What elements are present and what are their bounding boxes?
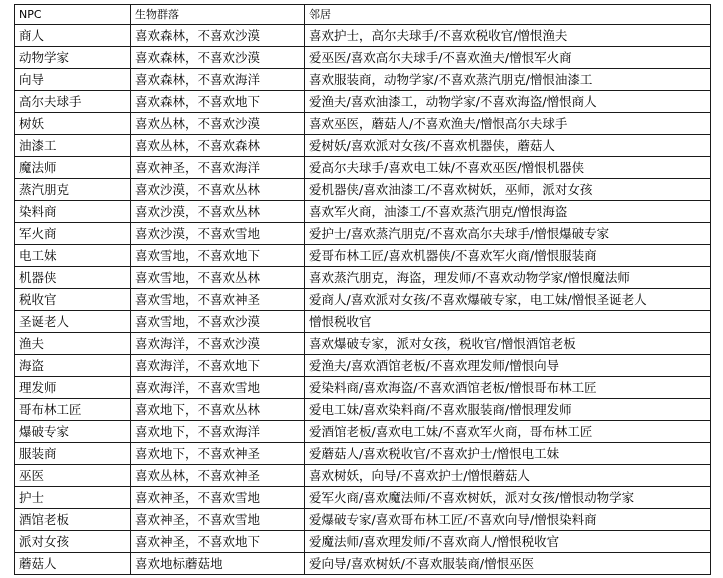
header-neighbors: 邻居 <box>305 5 711 25</box>
table-body <box>15 25 711 575</box>
table-row <box>15 47 711 69</box>
npc-cell: 海盗 <box>15 355 131 377</box>
npc-preference-table-container <box>14 4 711 575</box>
biome-cell: 喜欢地下，不喜欢海洋 <box>131 421 305 443</box>
table-row <box>15 91 711 113</box>
table-row <box>15 377 711 399</box>
table-row <box>15 531 711 553</box>
npc-cell: 巫医 <box>15 465 131 487</box>
table-row <box>15 113 711 135</box>
npc-cell: 高尔夫球手 <box>15 91 131 113</box>
table-row <box>15 267 711 289</box>
npc-cell: 税收官 <box>15 289 131 311</box>
table-row <box>15 201 711 223</box>
biome-cell: 喜欢海洋，不喜欢雪地 <box>131 377 305 399</box>
npc-preference-table <box>14 4 711 575</box>
neighbors-cell: 喜欢军火商，油漆工/不喜欢蒸汽朋克/憎恨海盗 <box>305 201 711 223</box>
table-row <box>15 465 711 487</box>
biome-cell: 喜欢丛林，不喜欢森林 <box>131 135 305 157</box>
biome-cell: 喜欢丛林，不喜欢沙漠 <box>131 113 305 135</box>
header-npc: NPC <box>15 5 131 25</box>
biome-cell: 喜欢森林，不喜欢沙漠 <box>131 47 305 69</box>
neighbors-cell: 憎恨税收官 <box>305 311 711 333</box>
npc-cell: 蘑菇人 <box>15 553 131 575</box>
biome-cell: 喜欢神圣，不喜欢海洋 <box>131 157 305 179</box>
biome-cell: 喜欢地下，不喜欢神圣 <box>131 443 305 465</box>
table-row <box>15 333 711 355</box>
neighbors-cell: 爱机器侠/喜欢油漆工/不喜欢树妖，巫师，派对女孩 <box>305 179 711 201</box>
npc-cell: 服装商 <box>15 443 131 465</box>
biome-cell: 喜欢沙漠，不喜欢丛林 <box>131 201 305 223</box>
biome-cell: 喜欢森林，不喜欢沙漠 <box>131 25 305 47</box>
biome-cell: 喜欢雪地，不喜欢沙漠 <box>131 311 305 333</box>
table-row <box>15 289 711 311</box>
npc-cell: 哥布林工匠 <box>15 399 131 421</box>
biome-cell: 喜欢海洋，不喜欢沙漠 <box>131 333 305 355</box>
neighbors-cell: 爱渔夫/喜欢油漆工，动物学家/不喜欢海盗/憎恨商人 <box>305 91 711 113</box>
npc-cell: 油漆工 <box>15 135 131 157</box>
table-row <box>15 443 711 465</box>
biome-cell: 喜欢海洋，不喜欢地下 <box>131 355 305 377</box>
table-row <box>15 399 711 421</box>
neighbors-cell: 爱染料商/喜欢海盗/不喜欢酒馆老板/憎恨哥布林工匠 <box>305 377 711 399</box>
neighbors-cell: 爱护士/喜欢蒸汽朋克/不喜欢高尔夫球手/憎恨爆破专家 <box>305 223 711 245</box>
npc-cell: 渔夫 <box>15 333 131 355</box>
table-row <box>15 157 711 179</box>
biome-cell: 喜欢丛林，不喜欢神圣 <box>131 465 305 487</box>
table-row <box>15 421 711 443</box>
table-row <box>15 69 711 91</box>
npc-cell: 染料商 <box>15 201 131 223</box>
npc-cell: 护士 <box>15 487 131 509</box>
npc-cell: 商人 <box>15 25 131 47</box>
neighbors-cell: 爱哥布林工匠/喜欢机器侠/不喜欢军火商/憎恨服装商 <box>305 245 711 267</box>
npc-cell: 向导 <box>15 69 131 91</box>
neighbors-cell: 爱爆破专家/喜欢哥布林工匠/不喜欢向导/憎恨染料商 <box>305 509 711 531</box>
biome-cell: 喜欢森林，不喜欢地下 <box>131 91 305 113</box>
neighbors-cell: 爱军火商/喜欢魔法师/不喜欢树妖，派对女孩/憎恨动物学家 <box>305 487 711 509</box>
biome-cell: 喜欢雪地，不喜欢地下 <box>131 245 305 267</box>
npc-cell: 电工妹 <box>15 245 131 267</box>
neighbors-cell: 爱高尔夫球手/喜欢电工妹/不喜欢巫医/憎恨机器侠 <box>305 157 711 179</box>
table-row <box>15 487 711 509</box>
npc-cell: 动物学家 <box>15 47 131 69</box>
table-row <box>15 223 711 245</box>
biome-cell: 喜欢森林，不喜欢海洋 <box>131 69 305 91</box>
biome-cell: 喜欢神圣，不喜欢地下 <box>131 531 305 553</box>
table-row <box>15 135 711 157</box>
table-row <box>15 179 711 201</box>
npc-cell: 蒸汽朋克 <box>15 179 131 201</box>
npc-cell: 树妖 <box>15 113 131 135</box>
biome-cell: 喜欢雪地，不喜欢神圣 <box>131 289 305 311</box>
header-biome: 生物群落 <box>131 5 305 25</box>
biome-cell: 喜欢沙漠，不喜欢丛林 <box>131 179 305 201</box>
neighbors-cell: 爱商人/喜欢派对女孩/不喜欢爆破专家，电工妹/憎恨圣诞老人 <box>305 289 711 311</box>
biome-cell: 喜欢雪地，不喜欢丛林 <box>131 267 305 289</box>
neighbors-cell: 爱蘑菇人/喜欢税收官/不喜欢护士/憎恨电工妹 <box>305 443 711 465</box>
neighbors-cell: 爱酒馆老板/喜欢电工妹/不喜欢军火商，哥布林工匠 <box>305 421 711 443</box>
table-row <box>15 355 711 377</box>
biome-cell: 喜欢神圣，不喜欢雪地 <box>131 487 305 509</box>
neighbors-cell: 爱渔夫/喜欢酒馆老板/不喜欢理发师/憎恨向导 <box>305 355 711 377</box>
neighbors-cell: 喜欢爆破专家，派对女孩，税收官/憎恨酒馆老板 <box>305 333 711 355</box>
npc-cell: 魔法师 <box>15 157 131 179</box>
neighbors-cell: 爱向导/喜欢树妖/不喜欢服装商/憎恨巫医 <box>305 553 711 575</box>
biome-cell: 喜欢神圣，不喜欢雪地 <box>131 509 305 531</box>
npc-cell: 理发师 <box>15 377 131 399</box>
npc-cell: 酒馆老板 <box>15 509 131 531</box>
table-row <box>15 553 711 575</box>
neighbors-cell: 喜欢护士，高尔夫球手/不喜欢税收官/憎恨渔夫 <box>305 25 711 47</box>
table-row <box>15 509 711 531</box>
npc-cell: 军火商 <box>15 223 131 245</box>
biome-cell: 喜欢沙漠，不喜欢雪地 <box>131 223 305 245</box>
neighbors-cell: 喜欢巫医，蘑菇人/不喜欢渔夫/憎恨高尔夫球手 <box>305 113 711 135</box>
table-row <box>15 311 711 333</box>
biome-cell: 喜欢地下，不喜欢丛林 <box>131 399 305 421</box>
npc-cell: 派对女孩 <box>15 531 131 553</box>
table-row <box>15 245 711 267</box>
neighbors-cell: 喜欢蒸汽朋克，海盗，理发师/不喜欢动物学家/憎恨魔法师 <box>305 267 711 289</box>
npc-cell: 爆破专家 <box>15 421 131 443</box>
header-row <box>15 5 711 25</box>
neighbors-cell: 爱树妖/喜欢派对女孩/不喜欢机器侠，蘑菇人 <box>305 135 711 157</box>
npc-cell: 圣诞老人 <box>15 311 131 333</box>
neighbors-cell: 喜欢服装商，动物学家/不喜欢蒸汽朋克/憎恨油漆工 <box>305 69 711 91</box>
table-row <box>15 25 711 47</box>
neighbors-cell: 爱魔法师/喜欢理发师/不喜欢商人/憎恨税收官 <box>305 531 711 553</box>
npc-cell: 机器侠 <box>15 267 131 289</box>
neighbors-cell: 爱巫医/喜欢高尔夫球手/不喜欢渔夫/憎恨军火商 <box>305 47 711 69</box>
biome-cell: 喜欢地标蘑菇地 <box>131 553 305 575</box>
neighbors-cell: 喜欢树妖，向导/不喜欢护士/憎恨蘑菇人 <box>305 465 711 487</box>
neighbors-cell: 爱电工妹/喜欢染料商/不喜欢服装商/憎恨理发师 <box>305 399 711 421</box>
